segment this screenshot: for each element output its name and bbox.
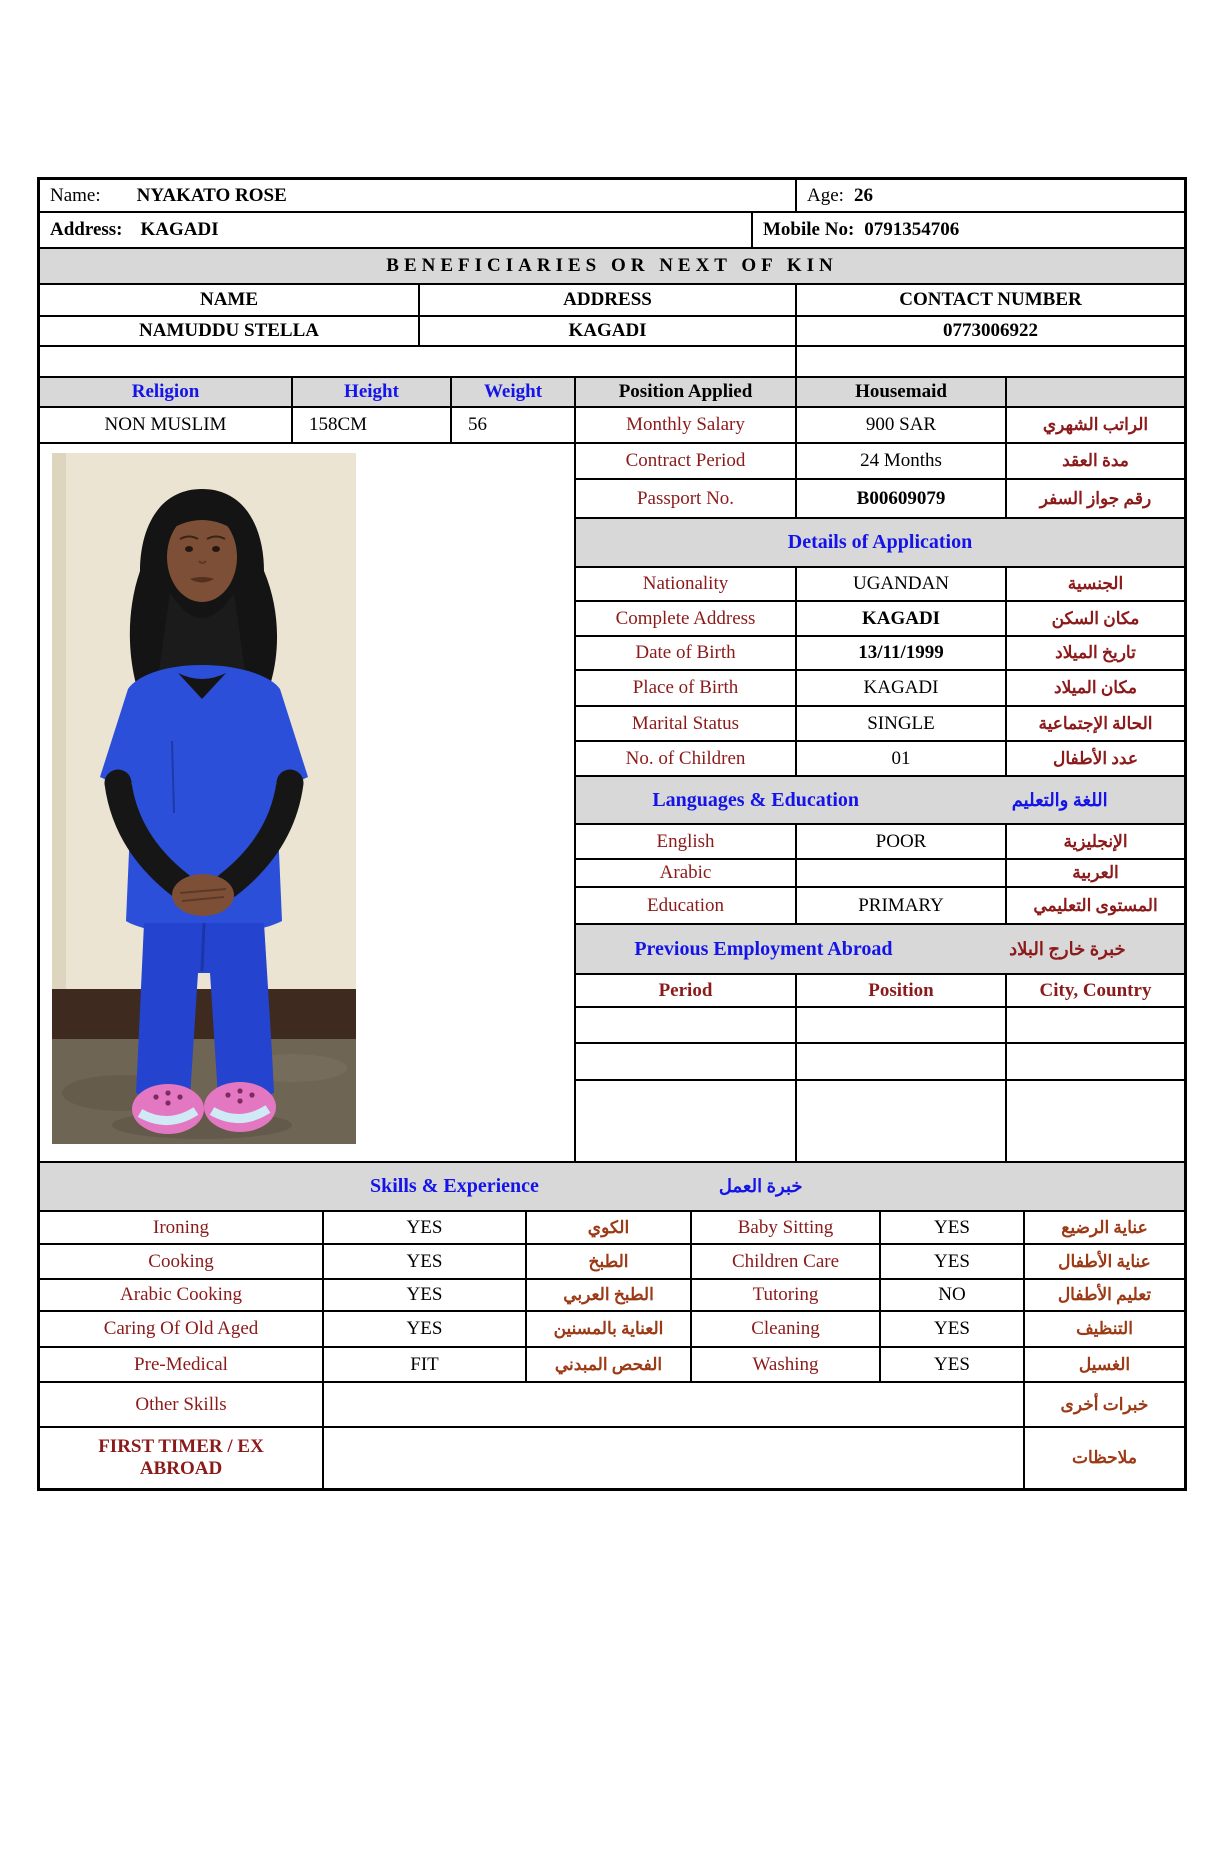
marital-status-value: SINGLE [797,707,1007,740]
skill-value: YES [324,1212,527,1243]
skill-label: Arabic Cooking [40,1280,324,1310]
skill-value: YES [881,1212,1025,1243]
other-skills-row [40,1383,1184,1428]
employment-empty-row [576,1008,1184,1044]
religion-header: Religion [40,378,293,406]
english-row [576,825,1184,860]
right-shoe [204,1082,276,1132]
skill-row-ironing [40,1212,1184,1245]
city-country-header: City, Country [1039,979,1152,1001]
place-of-birth-value: KAGADI [797,671,1007,705]
col-name: NAME [40,285,420,315]
skills-band [40,1163,1184,1212]
skill-row-arabic-cooking [40,1280,1184,1312]
skill-value: YES [324,1245,527,1278]
age-cell [797,180,1184,211]
skill-arabic: الفحص المبدني [527,1348,692,1381]
nationality-row [576,568,1184,602]
skill-arabic: عناية الرضيع [1061,1217,1148,1237]
name-label: Name: [50,184,101,206]
beneficiary-address: KAGADI [420,317,797,345]
place-of-birth-arabic: مكان الميلاد [1054,678,1137,697]
empty-row [40,347,1184,378]
address-cell [40,213,753,247]
name-age-row [40,180,1184,213]
empty-cell [576,1008,797,1042]
middle-section [40,444,1184,1163]
contract-period-arabic: مدة العقد [1062,451,1129,470]
address-label: Address: [50,219,123,240]
children-value: 01 [797,742,1007,775]
education-row [576,888,1184,925]
other-skills-value [324,1383,1025,1426]
skills-title: Skills & Experience [370,1175,539,1197]
position-header: Position [797,975,1007,1006]
height-header: Height [293,378,452,406]
place-of-birth-label: Place of Birth [576,671,797,705]
position-applied-header: Position Applied [576,378,797,406]
left-shoe [132,1084,204,1134]
empty-cell [797,1044,1007,1079]
beneficiaries-band [40,249,1184,285]
skill-value: YES [324,1280,527,1310]
skill-row-premedical [40,1348,1184,1383]
beneficiaries-header-row [40,285,1184,317]
col-address: ADDRESS [420,285,797,315]
weight-value: 56 [452,408,576,442]
skill-arabic: الغسيل [1078,1354,1131,1374]
profile-header-row [40,378,1184,408]
complete-address-row [576,602,1184,637]
education-arabic: المستوى التعليمي [1033,895,1158,915]
skill-label: Ironing [40,1212,324,1243]
skill-value: YES [881,1312,1025,1346]
english-label: English [576,825,797,858]
employment-title-arabic: خبرة خارج البلاد [1009,938,1126,959]
contract-period-row [576,444,1184,480]
employment-empty-row-tall [576,1081,1184,1161]
biodata-form [37,177,1187,1491]
english-arabic: الإنجليزية [1063,831,1128,851]
marital-status-label: Marital Status [576,707,797,740]
skill-arabic: التنظيف [1076,1319,1133,1338]
beneficiary-name: NAMUDDU STELLA [40,317,420,345]
employment-band [576,925,1184,975]
skill-value: FIT [324,1348,527,1381]
other-skills-label: Other Skills [40,1383,324,1426]
name-cell [40,180,797,211]
nationality-label: Nationality [576,568,797,600]
applicant-photo [52,453,356,1144]
languages-band [576,777,1184,825]
contract-period-label: Contract Period [576,444,797,478]
skill-arabic: الطبخ العربي [527,1280,692,1310]
arabic-row [576,860,1184,888]
employment-header-row [576,975,1184,1008]
languages-title: Languages & Education [652,788,860,811]
details-title: Details of Application [787,531,973,553]
notes-value [324,1428,1025,1488]
first-timer-row [40,1428,1184,1488]
mobile-cell [753,213,1184,247]
date-of-birth-label: Date of Birth [576,637,797,669]
marital-status-arabic: الحالة الإجتماعية [1038,713,1153,733]
profile-values-row [40,408,1184,444]
age-value: 26 [853,184,873,206]
nationality-value: UGANDAN [797,568,1007,600]
children-arabic: عدد الأطفال [1053,748,1138,768]
weight-header: Weight [452,378,576,406]
skill-label: Cleaning [692,1312,881,1346]
children-label: No. of Children [576,742,797,775]
empty-cell [1007,1008,1184,1042]
beneficiaries-title-cell [40,249,1184,283]
skill-label: Washing [692,1348,881,1381]
mobile-value: 0791354706 [864,219,960,240]
empty-cell [797,1081,1007,1161]
empty-cell [40,347,797,376]
date-of-birth-row [576,637,1184,671]
skill-label: Baby Sitting [692,1212,881,1243]
skill-label: Caring Of Old Aged [40,1312,324,1346]
employment-title-cell [576,925,1184,973]
date-of-birth-value: 13/11/1999 [797,637,1007,669]
photo-cell [40,444,576,1161]
skill-value: YES [881,1245,1025,1278]
skill-label: Pre-Medical [40,1348,324,1381]
col-contact: CONTACT NUMBER [899,289,1082,310]
monthly-salary-arabic: الراتب الشهري [1042,415,1149,434]
complete-address-value: KAGADI [797,602,1007,635]
skill-arabic: الكوي [527,1212,692,1243]
monthly-salary-value: 900 SAR [797,408,1007,442]
age-label: Age: [807,184,844,206]
empty-cell [797,1008,1007,1042]
beneficiary-contact: 0773006922 [943,320,1038,341]
details-title-cell [576,519,1184,566]
employment-empty-row [576,1044,1184,1081]
arabic-label: Arabic [576,860,797,886]
languages-title-arabic: اللغة والتعليم [1011,789,1108,810]
notes-arabic: ملاحظات [1072,1448,1137,1467]
empty-cell [576,1044,797,1079]
skill-arabic: تعليم الأطفال [1057,1285,1152,1304]
application-details [576,444,1184,1161]
skill-value: YES [324,1312,527,1346]
empty-cell [1007,1081,1184,1161]
passport-row [576,480,1184,519]
empty-cell [797,347,1184,376]
address-mobile-row [40,213,1184,249]
religion-value: NON MUSLIM [40,408,293,442]
name-value: NYAKATO ROSE [136,184,287,206]
complete-address-arabic: مكان السكن [1051,608,1140,628]
children-row [576,742,1184,777]
profile-header-spacer [1007,378,1184,406]
marital-status-row [576,707,1184,742]
position-value: Housemaid [797,378,1007,406]
education-label: Education [576,888,797,923]
skills-title-arabic: خبرة العمل [718,1176,803,1196]
skill-row-caring [40,1312,1184,1348]
passport-value: B00609079 [797,480,1007,517]
beneficiary-row [40,317,1184,347]
passport-arabic: رقم جواز السفر [1039,488,1152,508]
details-of-application-band [576,519,1184,568]
skill-value: NO [881,1280,1025,1310]
nationality-arabic: الجنسية [1067,574,1124,593]
skill-arabic: عناية الأطفال [1058,1251,1151,1271]
skill-label: Cooking [40,1245,324,1278]
other-skills-arabic: خبرات أخرى [1060,1394,1149,1414]
first-timer-label: FIRST TIMER / EX ABROAD [40,1428,324,1488]
mobile-label: Mobile No: [763,219,855,240]
arabic-value [797,860,1007,886]
period-header: Period [576,975,797,1006]
monthly-salary-label: Monthly Salary [576,408,797,442]
english-value: POOR [797,825,1007,858]
contract-period-value: 24 Months [797,444,1007,478]
employment-title: Previous Employment Abroad [634,937,893,960]
skill-label: Children Care [692,1245,881,1278]
height-value: 158CM [293,408,452,442]
beneficiaries-title: BENEFICIARIES OR NEXT OF KIN [386,255,838,276]
empty-cell [1007,1044,1184,1079]
education-value: PRIMARY [797,888,1007,923]
address-value: KAGADI [140,219,219,240]
place-of-birth-row [576,671,1184,707]
skills-title-cell [40,1163,1184,1210]
skill-arabic: الطبخ [527,1245,692,1278]
skill-label: Tutoring [692,1280,881,1310]
languages-title-cell [576,777,1184,823]
arabic-arabic: العربية [1072,863,1119,882]
empty-cell [576,1081,797,1161]
date-of-birth-arabic: تاريخ الميلاد [1055,643,1136,662]
complete-address-label: Complete Address [576,602,797,635]
skill-value: YES [881,1348,1025,1381]
skill-arabic: العناية بالمسنين [527,1312,692,1346]
skill-row-cooking [40,1245,1184,1280]
passport-label: Passport No. [576,480,797,517]
